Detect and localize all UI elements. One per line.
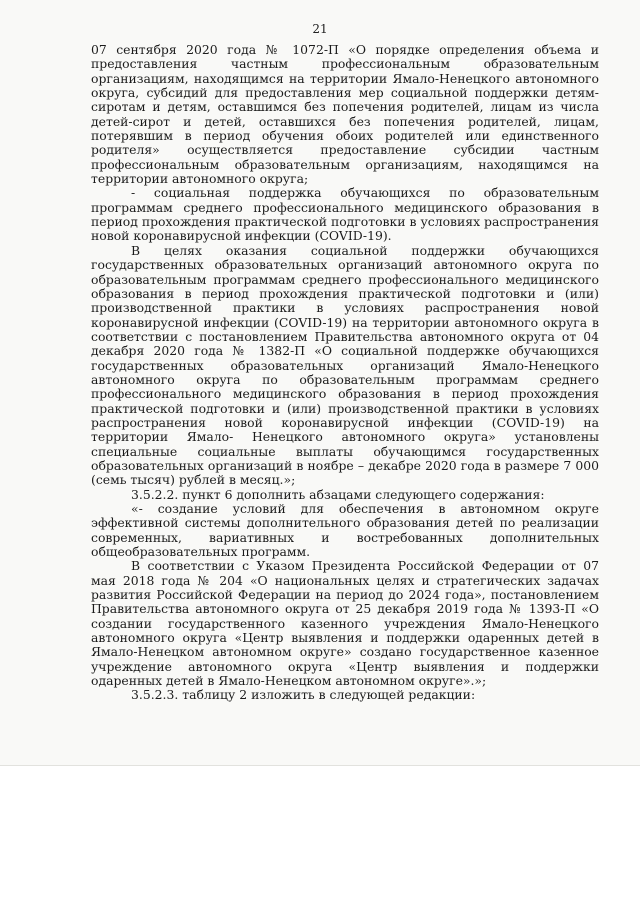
paragraph: 07 сентября 2020 года № 1072-П «О порядке определения объема и предоставления частным профессиональным образовательным организациям, находящимся на территории Ямало-Ненецкого автономного округа, субсидий для предоставления мер социальной поддержки детям-сиротам и детям, оставшимся без попечения родителей, лицам из числа детей-сирот и детей, оставшихся без попечения родителей, лицам, потерявшим в период обучения обоих родителей или единственного родителя» осуществляется предоставление субсидии частным профессиональным образовательным организациям, находящимся на территории автономного округа; — [91, 42, 599, 187]
paragraph: 3.5.2.3. таблицу 2 изложить в следующей редакции: — [131, 687, 476, 703]
paragraph: В соответствии с Указом Президента Российской Федерации от 07 мая 2018 года № 204 «О национальных целях и стратегических задачах развития Российской Федерации на период до 2024 года», постановлением Правительства автономного округа от 25 декабря 2019 года № 1393-П «О создании государственного казенного учреждения Ямало-Ненецкого автономного округа «Центр выявления и поддержки одаренных детей в Ямало-Ненецком автономном округе» создано государственное казенное учреждение автономного округа «Центр выявления и поддержки одаренных детей в Ямало-Ненецком автономном округе».»; — [91, 558, 599, 689]
document-body — [91, 43, 599, 703]
page-number: 21 — [312, 22, 328, 36]
paragraph: 3.5.2.2. пункт 6 дополнить абзацами следующего содержания: — [131, 486, 545, 502]
paragraph: «- создание условий для обеспечения в автономном округе эффективной системы дополнительного образования детей по реализации современных, вариативных и востребованных дополнительных общеобразовательных программ. — [91, 501, 599, 560]
paragraph: - социальная поддержка обучающихся по образовательным программам среднего профессионального медицинского образования в период прохождения практической подготовки в условиях распространения новой коронавирусной инфекции (COVID-19). — [91, 185, 599, 244]
paragraph: В целях оказания социальной поддержки обучающихся государственных образовательных организаций автономного округа по образовательным программам среднего профессионального медицинского образования в период прохождения практической подготовки и (или) производственной практики в условиях распространения новой коронавирусной инфекции (COVID-19) на территории автономного округа в соответствии с постановлением Правительства автономного округа от 04 декабря 2020 года № 1382-П «О социальной поддержке обучающихся государственных образовательных организаций Ямало-Ненецкого автономного округа по образовательным программам среднего профессионального медицинского образования в период прохождения практической подготовки и (или) производственной практики в условиях распространения новой коронавирусной инфекции (COVID-19) на территории Ямало- Ненецкого автономного округа» установлены специальные социальные выплаты обучающимся государственных образовательных организаций в ноябре – декабре 2020 года в размере 7 000 (семь тысяч) рублей в месяц.»; — [91, 242, 599, 488]
